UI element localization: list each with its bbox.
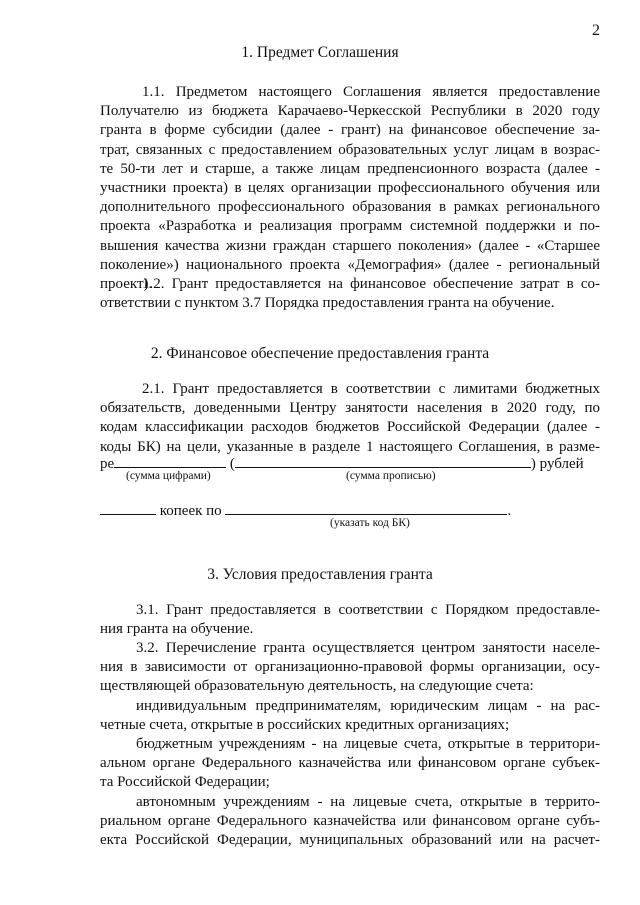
paragraph-2-1 — [100, 380, 600, 457]
text-line: 3.2. Перечисление гранта осуществляется центром занятости населе- — [136, 640, 600, 656]
text-line: гранта в форме субсидии (далее - грант) на финансовое обеспечение за- — [100, 122, 600, 139]
paragraph-3-2-autonomous — [100, 793, 600, 851]
text-line: дополнительного профессионального образования в рамках регионального — [100, 199, 600, 216]
paragraph-1-1 — [100, 83, 600, 294]
text-line: вышения качества жизни граждан старшего поколения» (далее - «Старшее — [100, 237, 600, 254]
text-line: поколение») национального проекта «Демография» (далее - региональный — [100, 256, 600, 273]
text-line: трат, связанных с предоставлением образовательных услуг лицам в возрас- — [100, 141, 600, 158]
paragraph-3-2 — [100, 639, 600, 697]
section-3-title: 3. Условия предоставления гранта — [207, 566, 433, 583]
text-line: 3.1. Грант предоставляется в соответствии с Порядком предоставле- — [136, 602, 600, 618]
amount-digits-blank[interactable] — [114, 453, 226, 468]
text-line: участники проекта) в целях организации профессионального обучения или — [100, 180, 600, 197]
amount-words-blank[interactable] — [235, 453, 531, 468]
bk-code-blank[interactable] — [225, 500, 507, 515]
kopeks-end: . — [507, 503, 512, 519]
fill-close-rubles: ) рублей — [530, 456, 584, 472]
text-line: 2.1. Грант предоставляется в соответствии с лимитами бюджетных — [142, 381, 600, 397]
caption-sum-words: (сумма прописью) — [346, 470, 436, 482]
section-1-title: 1. Предмет Соглашения — [241, 44, 399, 61]
fill-prefix: ре — [100, 456, 115, 472]
fill-open-paren: ( — [229, 456, 235, 472]
text-line: индивидуальным предпринимателям, юридическим лицам - на рас- — [136, 698, 600, 714]
text-line: риальном органе Федерального казначейства или финансовом органе субъ- — [100, 813, 600, 830]
text-line: те 50-ти лет и старше, а также лицам предпенсионного возраста (далее - — [100, 160, 600, 177]
text-line: 1.2. Грант предоставляется на финансовое обеспечение затрат в со- — [142, 276, 600, 292]
kopeks-blank[interactable] — [100, 500, 156, 515]
text-line: ния в зависимости от организационно-правовой формы организации, осу- — [100, 659, 600, 676]
paragraph-3-1 — [100, 601, 600, 639]
caption-sum-digits: (сумма цифрами) — [126, 470, 211, 482]
text-line: проект). — [100, 276, 153, 293]
text-line: та Российской Федерации; — [100, 774, 270, 791]
text-line: бюджетным учреждениям - на лицевые счета, открытые в территори- — [136, 736, 600, 752]
kopeks-fill-line — [100, 500, 511, 520]
paragraph-3-2-individuals — [100, 697, 600, 735]
text-line: коды БК) на цели, указанные в разделе 1 настоящего Соглашения, в разме- — [100, 438, 600, 455]
text-line: 1.1. Предметом настоящего Соглашения является предоставление — [142, 84, 600, 100]
text-line: ществляющей образовательную деятельность, на следующие счета: — [100, 678, 534, 695]
kopeks-label: копеек по — [159, 503, 222, 519]
text-line: четные счета, открытые в российских кредитных организациях; — [100, 717, 510, 734]
caption-bk-code: (указать код БК) — [330, 517, 410, 529]
text-line: ответствии с пунктом 3.7 Порядка предоставления гранта на обучение. — [100, 295, 555, 312]
page-number: 2 — [592, 22, 600, 39]
text-line: альном органе Федерального казначейства или финансовом органе субъек- — [100, 755, 600, 772]
text-line: обязательств, доведенными Центру занятости населения в 2020 году, по — [100, 400, 600, 417]
section-2-title: 2. Финансовое обеспечение предоставления гранта — [150, 345, 490, 362]
text-line: кодам классификации расходов бюджетов Российской Федерации (далее - — [100, 419, 600, 436]
text-line: проекта «Разработка и реализация программ системной поддержки и по- — [100, 218, 600, 235]
paragraph-1-2 — [100, 275, 600, 313]
text-line: екта Российской Федерации, муниципальных образований или на расчет- — [100, 832, 600, 849]
text-line: ния гранта на обучение. — [100, 621, 254, 638]
paragraph-3-2-budget — [100, 735, 600, 793]
text-line: автономным учреждениям - на лицевые счета, открытые в террито- — [136, 794, 600, 810]
text-line: Получателю из бюджета Карачаево-Черкесской Республики в 2020 году — [100, 103, 600, 120]
